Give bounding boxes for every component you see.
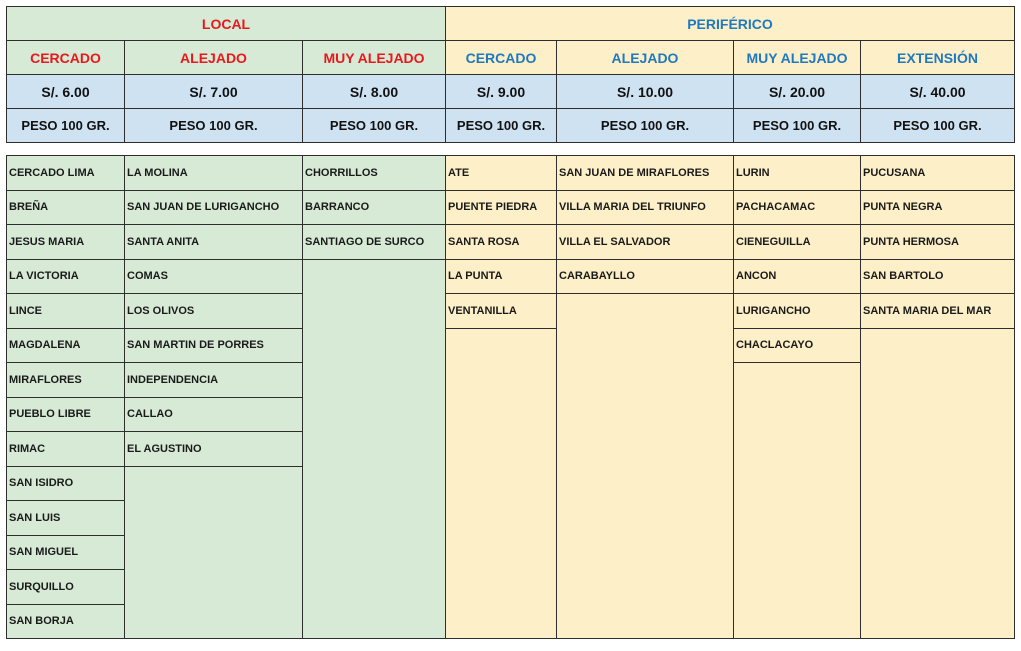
- zone-weight: PESO 100 GR.: [303, 109, 446, 143]
- district-cell: LOS OLIVOS: [125, 294, 303, 329]
- zone-price: S/. 10.00: [557, 75, 734, 109]
- empty-cell: [446, 328, 557, 639]
- district-cell: PUNTA HERMOSA: [861, 225, 1015, 260]
- district-cell: PUCUSANA: [861, 156, 1015, 191]
- district-cell: SANTIAGO DE SURCO: [303, 225, 446, 260]
- district-cell: CIENEGUILLA: [734, 225, 861, 260]
- district-cell: VENTANILLA: [446, 294, 557, 329]
- district-cell: SAN ISIDRO: [7, 466, 125, 501]
- district-cell: PACHACAMAC: [734, 190, 861, 225]
- district-cell: JESUS MARIA: [7, 225, 125, 260]
- group-periferico: PERIFÉRICO: [446, 7, 1015, 41]
- table-row: [7, 156, 1015, 191]
- zone-name: MUY ALEJADO: [303, 41, 446, 75]
- district-cell: LA VICTORIA: [7, 259, 125, 294]
- zone-name: ALEJADO: [557, 41, 734, 75]
- district-cell: PUENTE PIEDRA: [446, 190, 557, 225]
- empty-cell: [303, 259, 446, 639]
- zone-weight: PESO 100 GR.: [734, 109, 861, 143]
- zone-name: CERCADO: [7, 41, 125, 75]
- district-cell: SURQUILLO: [7, 570, 125, 605]
- empty-cell: [557, 294, 734, 639]
- table-row: [7, 190, 1015, 225]
- district-cell: SAN LUIS: [7, 501, 125, 536]
- zone-price: S/. 9.00: [446, 75, 557, 109]
- district-cell: ATE: [446, 156, 557, 191]
- zone-weight: PESO 100 GR.: [861, 109, 1015, 143]
- district-cell: BARRANCO: [303, 190, 446, 225]
- district-cell: SAN JUAN DE LURIGANCHO: [125, 190, 303, 225]
- zone-price: S/. 40.00: [861, 75, 1015, 109]
- district-cell: MAGDALENA: [7, 328, 125, 363]
- zone-name: MUY ALEJADO: [734, 41, 861, 75]
- district-cell: VILLA MARIA DEL TRIUNFO: [557, 190, 734, 225]
- district-cell: CERCADO LIMA: [7, 156, 125, 191]
- district-cell: SAN MIGUEL: [7, 535, 125, 570]
- empty-cell: [125, 466, 303, 639]
- zone-price: S/. 6.00: [7, 75, 125, 109]
- group-local: LOCAL: [7, 7, 446, 41]
- zone-price: S/. 8.00: [303, 75, 446, 109]
- table-row: [7, 225, 1015, 260]
- district-cell: LURIN: [734, 156, 861, 191]
- district-cell: SAN MARTIN DE PORRES: [125, 328, 303, 363]
- zone-name: CERCADO: [446, 41, 557, 75]
- district-cell: SAN BARTOLO: [861, 259, 1015, 294]
- empty-cell: [861, 328, 1015, 639]
- zone-weight: PESO 100 GR.: [557, 109, 734, 143]
- district-cell: RIMAC: [7, 432, 125, 467]
- district-cell: LURIGANCHO: [734, 294, 861, 329]
- zone-price: S/. 7.00: [125, 75, 303, 109]
- tariff-sheet: [6, 6, 1014, 639]
- zone-price: S/. 20.00: [734, 75, 861, 109]
- district-cell: SANTA ANITA: [125, 225, 303, 260]
- district-cell: LINCE: [7, 294, 125, 329]
- zone-name: EXTENSIÓN: [861, 41, 1015, 75]
- district-cell: SAN JUAN DE MIRAFLORES: [557, 156, 734, 191]
- district-cell: LA PUNTA: [446, 259, 557, 294]
- district-cell: VILLA EL SALVADOR: [557, 225, 734, 260]
- district-cell: SAN BORJA: [7, 604, 125, 639]
- district-cell: SANTA ROSA: [446, 225, 557, 260]
- district-cell: INDEPENDENCIA: [125, 363, 303, 398]
- district-cell: LA MOLINA: [125, 156, 303, 191]
- zone-weight: PESO 100 GR.: [7, 109, 125, 143]
- district-cell: CARABAYLLO: [557, 259, 734, 294]
- table-row: [7, 328, 1015, 363]
- district-cell: PUEBLO LIBRE: [7, 397, 125, 432]
- district-cell: PUNTA NEGRA: [861, 190, 1015, 225]
- district-cell: CALLAO: [125, 397, 303, 432]
- zone-name: ALEJADO: [125, 41, 303, 75]
- empty-cell: [734, 363, 861, 639]
- district-cell: SANTA MARIA DEL MAR: [861, 294, 1015, 329]
- table-row: [7, 259, 1015, 294]
- table-row: [7, 294, 1015, 329]
- zone-header-table: [6, 6, 1015, 143]
- district-cell: BREÑA: [7, 190, 125, 225]
- district-cell: CHACLACAYO: [734, 328, 861, 363]
- districts-table: [6, 155, 1015, 639]
- zone-weight: PESO 100 GR.: [446, 109, 557, 143]
- district-cell: CHORRILLOS: [303, 156, 446, 191]
- district-cell: ANCON: [734, 259, 861, 294]
- district-cell: MIRAFLORES: [7, 363, 125, 398]
- district-cell: EL AGUSTINO: [125, 432, 303, 467]
- district-cell: COMAS: [125, 259, 303, 294]
- zone-weight: PESO 100 GR.: [125, 109, 303, 143]
